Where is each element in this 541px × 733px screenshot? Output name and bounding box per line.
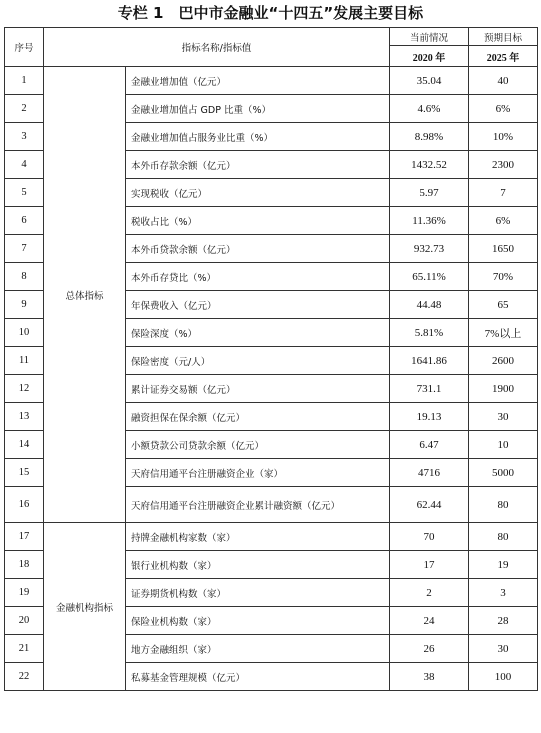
target-value: 30 [469,635,538,663]
current-value: 35.04 [390,67,469,95]
row-seq: 22 [5,663,44,691]
indicator-name: 融资担保在保余额（亿元） [126,403,390,431]
target-value: 3 [469,579,538,607]
row-seq: 20 [5,607,44,635]
indicator-name: 保险业机构数（家） [126,607,390,635]
group-overall: 总体指标 [44,67,126,523]
target-value: 40 [469,67,538,95]
current-value: 44.48 [390,291,469,319]
current-value: 26 [390,635,469,663]
row-seq: 1 [5,67,44,95]
current-value: 5.81% [390,319,469,347]
row-seq: 11 [5,347,44,375]
indicator-name: 天府信用通平台注册融资企业（家） [126,459,390,487]
target-value: 100 [469,663,538,691]
indicator-name: 本外币贷款余额（亿元） [126,235,390,263]
target-value: 7%以上 [469,319,538,347]
target-value: 1650 [469,235,538,263]
indicator-name: 实现税收（亿元） [126,179,390,207]
target-value: 19 [469,551,538,579]
target-value: 80 [469,487,538,523]
target-value: 10% [469,123,538,151]
indicator-name: 年保费收入（亿元） [126,291,390,319]
current-value: 65.11% [390,263,469,291]
current-value: 62.44 [390,487,469,523]
target-value: 2300 [469,151,538,179]
row-seq: 8 [5,263,44,291]
current-value: 1641.86 [390,347,469,375]
header-target-year: 2025 年 [469,46,538,67]
indicator-name: 保险深度（%） [126,319,390,347]
target-value: 65 [469,291,538,319]
current-value: 1432.52 [390,151,469,179]
indicator-name: 天府信用通平台注册融资企业累计融资额（亿元） [126,487,390,523]
target-value: 80 [469,523,538,551]
target-value: 2600 [469,347,538,375]
row-seq: 17 [5,523,44,551]
row-seq: 3 [5,123,44,151]
current-value: 4.6% [390,95,469,123]
current-value: 17 [390,551,469,579]
header-name: 指标名称/指标值 [44,28,390,67]
header-seq: 序号 [5,28,44,67]
row-seq: 13 [5,403,44,431]
current-value: 731.1 [390,375,469,403]
indicator-name: 金融业增加值占服务业比重（%） [126,123,390,151]
indicator-name: 持牌金融机构家数（家） [126,523,390,551]
row-seq: 16 [5,487,44,523]
row-seq: 2 [5,95,44,123]
row-seq: 7 [5,235,44,263]
current-value: 5.97 [390,179,469,207]
row-seq: 12 [5,375,44,403]
target-value: 6% [469,207,538,235]
indicator-name: 小额贷款公司贷款余额（亿元） [126,431,390,459]
target-value: 30 [469,403,538,431]
indicator-name: 私募基金管理规模（亿元） [126,663,390,691]
row-seq: 18 [5,551,44,579]
header-current-year: 2020 年 [390,46,469,67]
header-current: 当前情况 [390,28,469,46]
group-institutions: 金融机构指标 [44,523,126,691]
indicator-name: 本外币存款余额（亿元） [126,151,390,179]
current-value: 24 [390,607,469,635]
current-value: 8.98% [390,123,469,151]
page-title: 专栏 1 巴中市金融业“十四五”发展主要目标 [117,4,424,22]
target-value: 28 [469,607,538,635]
current-value: 11.36% [390,207,469,235]
table-row [5,523,538,551]
indicator-name: 地方金融组织（家） [126,635,390,663]
current-value: 932.73 [390,235,469,263]
row-seq: 4 [5,151,44,179]
indicator-name: 保险密度（元/人） [126,347,390,375]
current-value: 4716 [390,459,469,487]
indicator-name: 证券期货机构数（家） [126,579,390,607]
target-value: 6% [469,95,538,123]
row-seq: 9 [5,291,44,319]
current-value: 19.13 [390,403,469,431]
table-row [5,67,538,95]
row-seq: 14 [5,431,44,459]
current-value: 38 [390,663,469,691]
target-value: 10 [469,431,538,459]
header-target: 预期目标 [469,28,538,46]
current-value: 70 [390,523,469,551]
target-value: 1900 [469,375,538,403]
indicator-name: 本外币存贷比（%） [126,263,390,291]
current-value: 2 [390,579,469,607]
indicator-name: 税收占比（%） [126,207,390,235]
current-value: 6.47 [390,431,469,459]
target-value: 7 [469,179,538,207]
indicator-name: 银行业机构数（家） [126,551,390,579]
row-seq: 15 [5,459,44,487]
row-seq: 10 [5,319,44,347]
target-value: 5000 [469,459,538,487]
row-seq: 21 [5,635,44,663]
row-seq: 6 [5,207,44,235]
target-value: 70% [469,263,538,291]
indicator-name: 金融业增加值占 GDP 比重（%） [126,95,390,123]
row-seq: 19 [5,579,44,607]
row-seq: 5 [5,179,44,207]
indicator-name: 金融业增加值（亿元） [126,67,390,95]
targets-table [4,27,538,691]
indicator-name: 累计证券交易额（亿元） [126,375,390,403]
